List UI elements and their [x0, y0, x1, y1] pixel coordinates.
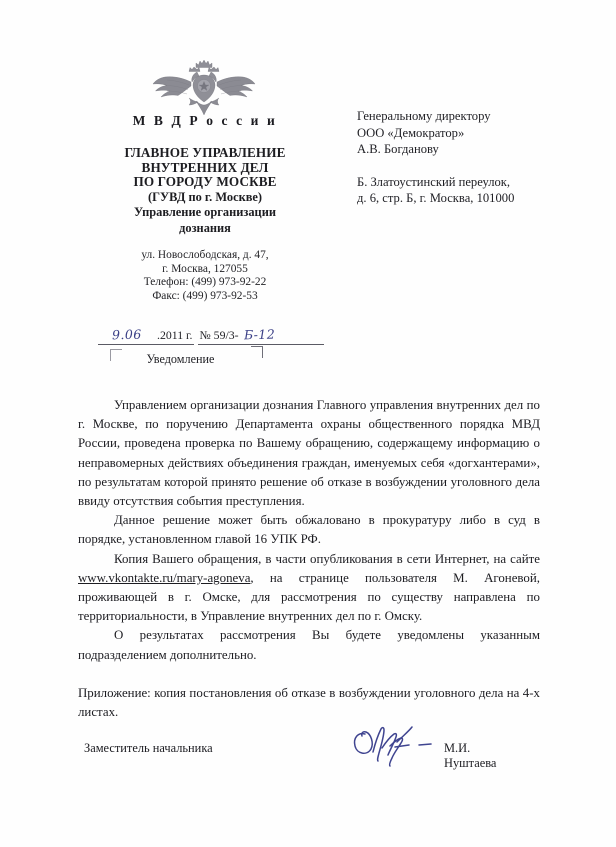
body-paragraph-1: Управлением организации дознания Главного управления внутренних дел по г. Москве, по поручению Департамента охраны общественного порядка МВД России, проведена проверка по Вашему обращению, содержащему информацию о неправомерных действиях объединения граждан, именуемых себя «догхантерами», по результатам которой принято решение об отказе в возбуждении уголовного дела ввиду отсутствия события преступления.	[78, 398, 540, 509]
body-paragraph-3	[78, 550, 540, 627]
signatory-name: М.И. Нуштаева	[444, 741, 497, 770]
vkontakte-profile-link[interactable]: www.vkontakte.ru/mary-agoneva	[78, 570, 251, 585]
attachment-note: Приложение: копия постановления об отказе в возбуждении уголовного дела на 4-х листах.	[78, 685, 540, 720]
department-line-2: дознания	[179, 220, 231, 235]
registration-year-label: .2011 г.	[156, 328, 194, 345]
body-paragraph-4: О результатах рассмотрения Вы будете уведомлены указанным подразделением дополнительно.	[78, 628, 540, 662]
addressee-position: Генеральному директору	[357, 109, 491, 123]
addressee-gap	[357, 158, 597, 174]
letterhead-phone: Телефон: (499) 973-92-22	[143, 276, 267, 289]
document-subject: Уведомление	[146, 352, 215, 366]
registration-date-handwritten: 9.06	[111, 326, 143, 343]
addressee-city: д. 6, стр. Б, г. Москва, 101000	[357, 191, 515, 206]
addressee-person: А.В. Богданову	[357, 142, 439, 157]
signature-block	[84, 738, 524, 778]
signatory-title: Заместитель начальника	[84, 741, 213, 755]
organization-short-name: (ГУВД по г. Москве)	[147, 189, 263, 204]
document-body	[78, 396, 540, 722]
letterhead-contact-block	[60, 249, 350, 303]
body-paragraph-3-after: , на странице пользователя М. Агоневой, проживающей в г. Омске, для рассмотрения по существу направлена по территориальности, в Управление внутренних дел по г. Омску.	[78, 570, 540, 624]
letterhead	[60, 113, 350, 304]
registration-line	[98, 327, 328, 349]
department-line-1: Управление организации	[134, 205, 276, 220]
body-paragraph-3-before: Копия Вашего обращения, в части опубликования в сети Интернет, на сайте	[114, 551, 540, 566]
mvd-eagle-emblem-icon	[152, 57, 256, 119]
registration-number-label: № 59/3-	[198, 328, 239, 345]
letterhead-fax: Факс: (499) 973-92-53	[152, 289, 258, 302]
organization-title-line-2: ВНУТРЕННИХ ДЕЛ	[141, 159, 269, 175]
addressee-block	[357, 108, 597, 207]
letterhead-city: г. Москва, 127055	[162, 262, 248, 275]
registration-date-field	[98, 327, 156, 345]
organization-title-line-1: ГЛАВНОЕ УПРАВЛЕНИЕ	[124, 145, 286, 160]
organization-title-line-3: ПО ГОРОДУ МОСКВЕ	[133, 174, 277, 190]
addressee-company: ООО «Демократор»	[357, 125, 465, 140]
registration-number-handwritten: Б-12	[243, 326, 275, 343]
registration-number-field	[240, 327, 324, 345]
letterhead-street: ул. Новослободская, д. 47,	[141, 249, 269, 262]
addressee-street: Б. Златоустинский переулок,	[357, 174, 511, 189]
body-spacer	[78, 665, 540, 684]
handwritten-signature-mark	[349, 722, 441, 768]
body-paragraph-2: Данное решение может быть обжаловано в прокуратуру либо в суд в порядке, установленном главой 16 УПК РФ.	[78, 513, 540, 547]
ministry-name: М В Д Р о с с и и	[132, 113, 278, 128]
